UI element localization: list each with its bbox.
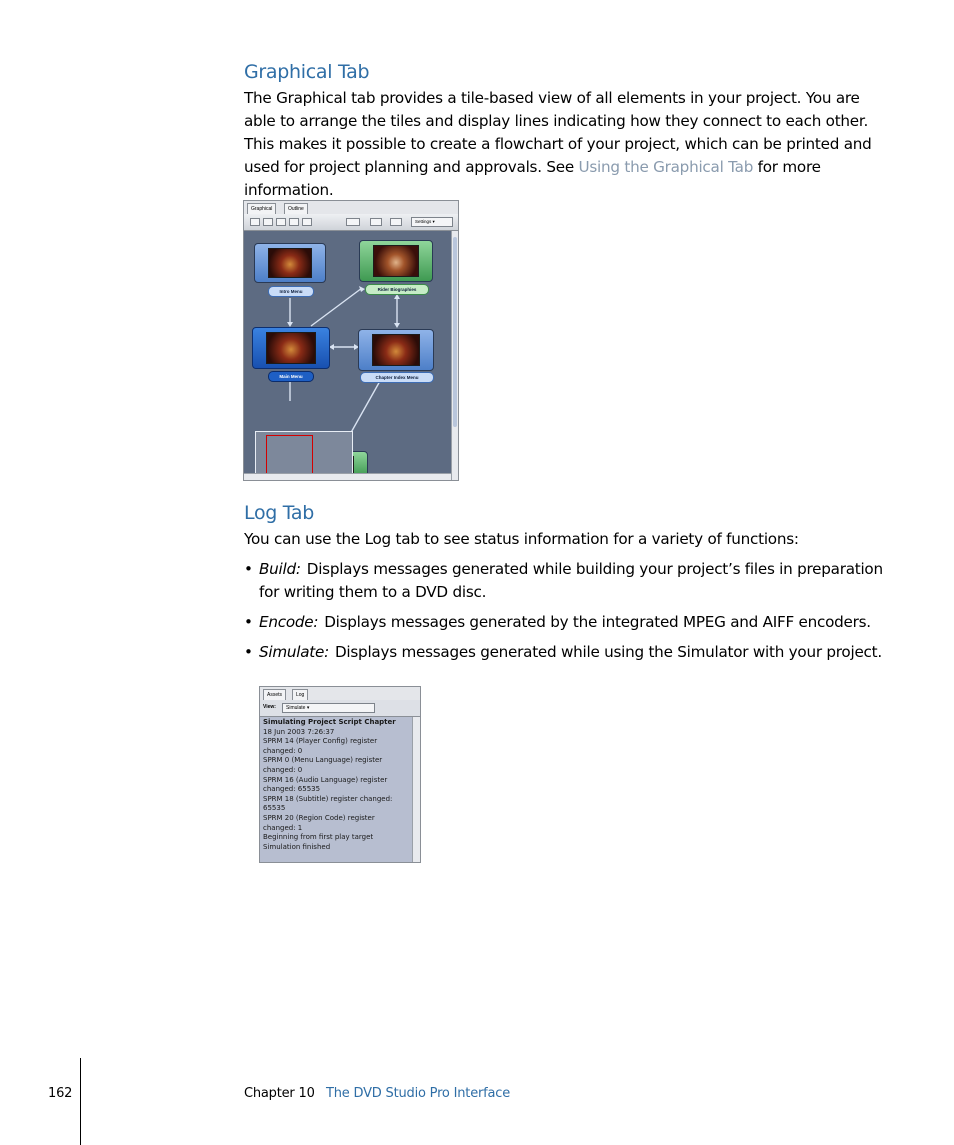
graphical-canvas[interactable]: [244, 231, 451, 473]
horizontal-scrollbar[interactable]: [244, 473, 451, 481]
tile-thumbnail: [266, 332, 316, 364]
tab-outline[interactable]: Outline: [284, 203, 308, 214]
log-line: changed: 65535: [263, 785, 321, 794]
log-line: changed: 1: [263, 823, 303, 832]
tile-thumbnail: [373, 245, 419, 277]
log-line: SPRM 14 (Player Config) register: [263, 737, 378, 746]
footer-chapter-title: The DVD Studio Pro Interface: [326, 1086, 511, 1101]
intro-menu-label[interactable]: Intro Menu: [268, 286, 314, 297]
log-vertical-scrollbar[interactable]: [412, 717, 421, 863]
bullet-term: Simulate:: [259, 643, 329, 661]
bullet-dot: •: [244, 613, 253, 631]
log-tab-heading: Log Tab: [244, 502, 315, 524]
main-menu-tile[interactable]: [252, 327, 330, 369]
main-menu-label[interactable]: Main Menu: [268, 371, 314, 382]
footer-divider: [80, 1058, 81, 1145]
graphical-tab-text-end: for more information.: [244, 158, 821, 199]
layout-icon[interactable]: [263, 218, 273, 226]
view-select[interactable]: Simulate ▾: [282, 703, 375, 713]
vertical-scrollbar[interactable]: [451, 231, 459, 480]
chapter-index-menu-label[interactable]: Chapter Index Menu: [360, 372, 434, 383]
bullet-simulate: [244, 641, 884, 664]
log-line: SPRM 16 (Audio Language) register: [263, 775, 388, 784]
scroll-thumb[interactable]: [453, 237, 457, 427]
settings-popup[interactable]: Settings ▾: [411, 217, 453, 227]
layout-icon[interactable]: [276, 218, 286, 226]
tab-log[interactable]: Log: [292, 689, 308, 700]
tile-thumbnail: [372, 334, 420, 366]
bullet-term: Build:: [259, 560, 301, 578]
graphical-tab-screenshot: [243, 200, 459, 481]
bullet-text: Displays messages generated while building your project’s files in preparation for writing them to a DVD disc.: [259, 560, 883, 601]
graphical-tab-bar: [244, 201, 458, 215]
layout-icon[interactable]: [250, 218, 260, 226]
tile-thumbnail: [268, 248, 312, 278]
log-line: SPRM 0 (Menu Language) register: [263, 756, 383, 765]
camera-icon[interactable]: [370, 218, 382, 226]
settings-label: Settings: [415, 219, 432, 224]
graphical-tab-paragraph: [244, 87, 884, 202]
intro-menu-tile[interactable]: [254, 243, 326, 283]
bullet-text: Displays messages generated while using the Simulator with your project.: [334, 643, 882, 661]
bullet-build: [244, 558, 884, 604]
lock-icon[interactable]: [390, 218, 402, 226]
graphical-tab-text: The Graphical tab provides a tile-based view of all elements in your project. You are able to arrange the tiles and display lines indicating how they connect to each other. This makes it possible to create a flowchart of your project, which can be printed and used for project planning and approvals. See: [244, 89, 872, 176]
log-line: Simulating Project Script Chapter: [263, 718, 396, 726]
log-tab-screenshot: [259, 686, 421, 863]
bullet-term: Encode:: [259, 613, 319, 631]
log-line: changed: 0: [263, 746, 303, 755]
graphical-tab-heading: Graphical Tab: [244, 61, 370, 83]
chapter-index-menu-tile[interactable]: [358, 329, 434, 371]
tab-graphical[interactable]: Graphical: [247, 203, 276, 214]
layout-icon[interactable]: [302, 218, 312, 226]
log-line: 65535: [263, 804, 286, 813]
log-output: [263, 718, 411, 860]
bullet-dot: •: [244, 560, 253, 578]
rider-biographies-tile[interactable]: [359, 240, 433, 282]
page-number: 162: [48, 1086, 73, 1101]
layout-icon[interactable]: [289, 218, 299, 226]
bullet-encode: [244, 611, 884, 634]
log-line: Beginning from first play target: [263, 833, 374, 842]
tab-assets[interactable]: Assets: [263, 689, 286, 700]
view-icon[interactable]: [346, 218, 360, 226]
log-tab-intro: You can use the Log tab to see status information for a variety of functions:: [244, 530, 799, 548]
log-line: SPRM 20 (Region Code) register: [263, 813, 375, 822]
footer-chapter: Chapter 10: [244, 1086, 315, 1101]
log-line: Simulation finished: [263, 842, 331, 851]
view-select-value: Simulate: [286, 705, 306, 711]
view-label: View:: [263, 704, 276, 710]
log-view-bar: [260, 700, 420, 717]
bullet-dot: •: [244, 643, 253, 661]
rider-biographies-label[interactable]: Rider Biographies: [365, 284, 429, 295]
log-tab-bar: [260, 687, 420, 701]
graphical-toolbar: [244, 214, 458, 231]
bullet-text: Displays messages generated by the integrated MPEG and AIFF encoders.: [324, 613, 871, 631]
log-line: 18 Jun 2003 7:26:37: [263, 727, 335, 736]
log-line: changed: 0: [263, 765, 303, 774]
log-line: SPRM 18 (Subtitle) register changed:: [263, 794, 393, 803]
using-graphical-tab-link[interactable]: Using the Graphical Tab: [578, 158, 754, 176]
